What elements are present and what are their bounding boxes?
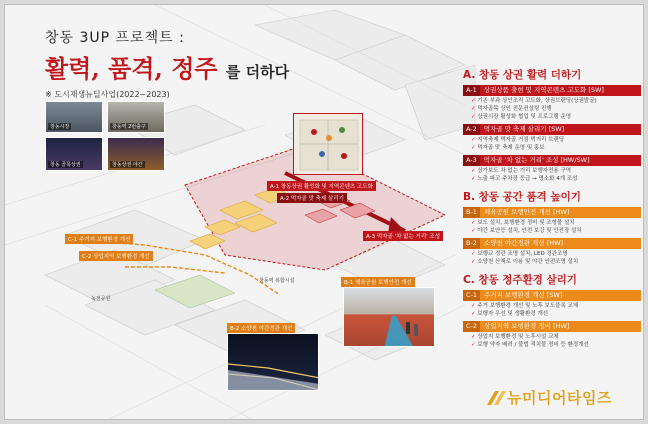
walkway-graphic bbox=[344, 288, 435, 347]
bullet-text: ✓ 보행 약자 배려 / 불법 적치물 정비 등 환경개선 bbox=[471, 341, 641, 349]
strategy-bullets bbox=[463, 218, 641, 235]
callout-a2: A-2 먹자골 맛 축제 살리기 bbox=[277, 193, 347, 203]
strategy-code: A-2 bbox=[463, 124, 480, 135]
infographic-frame bbox=[4, 4, 644, 420]
strategy-bullets bbox=[463, 249, 641, 266]
strategy-code: A-3 bbox=[463, 155, 480, 166]
strategy-label: 먹자골 맛 축제 살리기 [SW] bbox=[480, 124, 641, 135]
strategy-code: B-2 bbox=[463, 238, 480, 249]
callout-c2: C-2 상업지역 보행환경 개선 bbox=[79, 251, 153, 261]
photo-4-caption: 창동상권 야간 bbox=[112, 162, 143, 168]
bullet-text: ✓ 보행자 우선 및 생활환경 개선 bbox=[471, 310, 641, 318]
night-bridge-graphic bbox=[228, 334, 319, 391]
bullet-text: ✓ 기존 부과 상인조직 고도화, 상권브랜딩(상권발굴) bbox=[471, 97, 641, 105]
photo-4 bbox=[107, 137, 165, 171]
strategy-bullets bbox=[463, 332, 641, 349]
strategy-label: 주거지 보행환경 개선 [SW] bbox=[480, 290, 641, 301]
strategy-code: A-1 bbox=[463, 85, 480, 96]
callout-c1: C-1 주거지 보행환경 개선 bbox=[65, 234, 133, 244]
bullet-text: ✓ 먹자골목 상인 전문컨설팅 진행 bbox=[471, 105, 641, 113]
strategy-code: C-2 bbox=[463, 321, 480, 332]
map-inset-b2 bbox=[227, 333, 319, 391]
callout-a1: A-1 창동상권 활성화 및 지역콘텐츠 고도화 bbox=[267, 181, 376, 191]
bullet-text: ✓ 상가보도 차 없는 거리 보행자전용 구역 bbox=[471, 167, 641, 175]
strategy-item bbox=[463, 290, 641, 301]
bullet-text: ✓ 주거 보행환경 개선 및 노후 보도블록 교체 bbox=[471, 302, 641, 310]
strategy-label: 먹자골 '차 없는 거리' 조성 [HW/SW] bbox=[480, 155, 641, 166]
section-title: C. 창동 정주환경 살리기 bbox=[463, 274, 577, 286]
section-title: B. 창동 공간 품격 높이기 bbox=[463, 191, 581, 203]
project-title: 창동 3UP 프로젝트 : bbox=[45, 30, 185, 46]
strategy-bullets bbox=[463, 166, 641, 183]
strategy-item bbox=[463, 124, 641, 135]
mini-map-graphic bbox=[294, 114, 363, 175]
slogan-word-2: 품격, bbox=[108, 54, 163, 83]
watermark bbox=[485, 387, 612, 408]
map-inset-b1 bbox=[343, 287, 435, 347]
section-title: A. 창동 상권 활력 더하기 bbox=[463, 69, 582, 81]
strategy-code: C-1 bbox=[463, 290, 480, 301]
bullet-text: ✓ 노출 파고 주차장 등급 → 명소화 4개 조성 bbox=[471, 175, 641, 183]
bullet-text: ✓ 상업지 보행환경 및 노후시설 교체 bbox=[471, 333, 641, 341]
photo-1 bbox=[45, 101, 103, 133]
bullet-text: ✓ 야간 보안등 설치, 안전 보강 및 안전장 설치 bbox=[471, 227, 641, 235]
project-slogan bbox=[45, 49, 289, 84]
callout-b1: B-1 체육공원 보행안전 개선 bbox=[341, 277, 415, 287]
photo-2 bbox=[107, 101, 165, 133]
strategy-bullets bbox=[463, 301, 641, 318]
strategy-item bbox=[463, 238, 641, 249]
photo-3 bbox=[45, 137, 103, 171]
strategy-code: B-1 bbox=[463, 207, 480, 218]
photo-3-caption: 창동 골목상권 bbox=[50, 162, 81, 168]
strategy-label: 소양천 야간경관 개선 [HW] bbox=[480, 238, 641, 249]
strategy-panel bbox=[463, 61, 641, 349]
program-subtitle: ※ 도시재생뉴딜사업(2022~2023) bbox=[45, 90, 170, 99]
watermark-text: 뉴미디어타임즈 bbox=[507, 389, 612, 407]
strategy-bullets bbox=[463, 96, 641, 121]
strategy-item bbox=[463, 85, 641, 96]
bullet-text: ✓ 지역축제 먹자골 거점 먹거리 브랜딩 bbox=[471, 136, 641, 144]
bullet-text: ✓ 보행교 경관 조명 설치, LED 경관조명 bbox=[471, 250, 641, 258]
strategy-item bbox=[463, 321, 641, 332]
strategy-label: 체육공원 보행안전 개선 [HW] bbox=[480, 207, 641, 218]
bullet-text: ✓ 상권시장 활성화 협업 및 프로그램 운영 bbox=[471, 113, 641, 121]
slogan-word-1: 활력, bbox=[45, 54, 100, 83]
label-park: 녹천공원 bbox=[91, 296, 111, 302]
bullet-text: ✓ 소양천 산책로 이용 및 야간 안전조명 설치 bbox=[471, 258, 641, 266]
photo-2-caption: 창동역 2번출구 bbox=[112, 124, 146, 130]
strategy-item bbox=[463, 155, 641, 166]
label-station: 창동역 복합시설 bbox=[259, 278, 295, 284]
bullet-text: ✓ 먹자골 맛 축제 운영 및 홍보 bbox=[471, 144, 641, 152]
strategy-label: 상권상품 출현 및 지역콘텐츠 고도화 [SW] bbox=[480, 85, 641, 96]
photo-1-caption: 창동시장 bbox=[50, 124, 70, 130]
newmedia-logo-icon bbox=[485, 389, 507, 407]
strategy-bullets bbox=[463, 135, 641, 152]
slogan-word-3: 정주 bbox=[171, 54, 218, 83]
strategy-label: 상업지역 보행환경 정비 [HW] bbox=[480, 321, 641, 332]
strategy-item bbox=[463, 207, 641, 218]
callout-a3: A-3 먹자골 '차 없는 거리' 조성 bbox=[363, 231, 443, 241]
callout-b2: B-2 소양천 야간경관 개선 bbox=[227, 323, 295, 333]
slogan-tail: 를 더하다 bbox=[225, 63, 290, 81]
bullet-text: ✓ 보도 설치, 보행환경 정비 및 조형물 설치 bbox=[471, 219, 641, 227]
map-inset-a1 bbox=[293, 113, 363, 175]
